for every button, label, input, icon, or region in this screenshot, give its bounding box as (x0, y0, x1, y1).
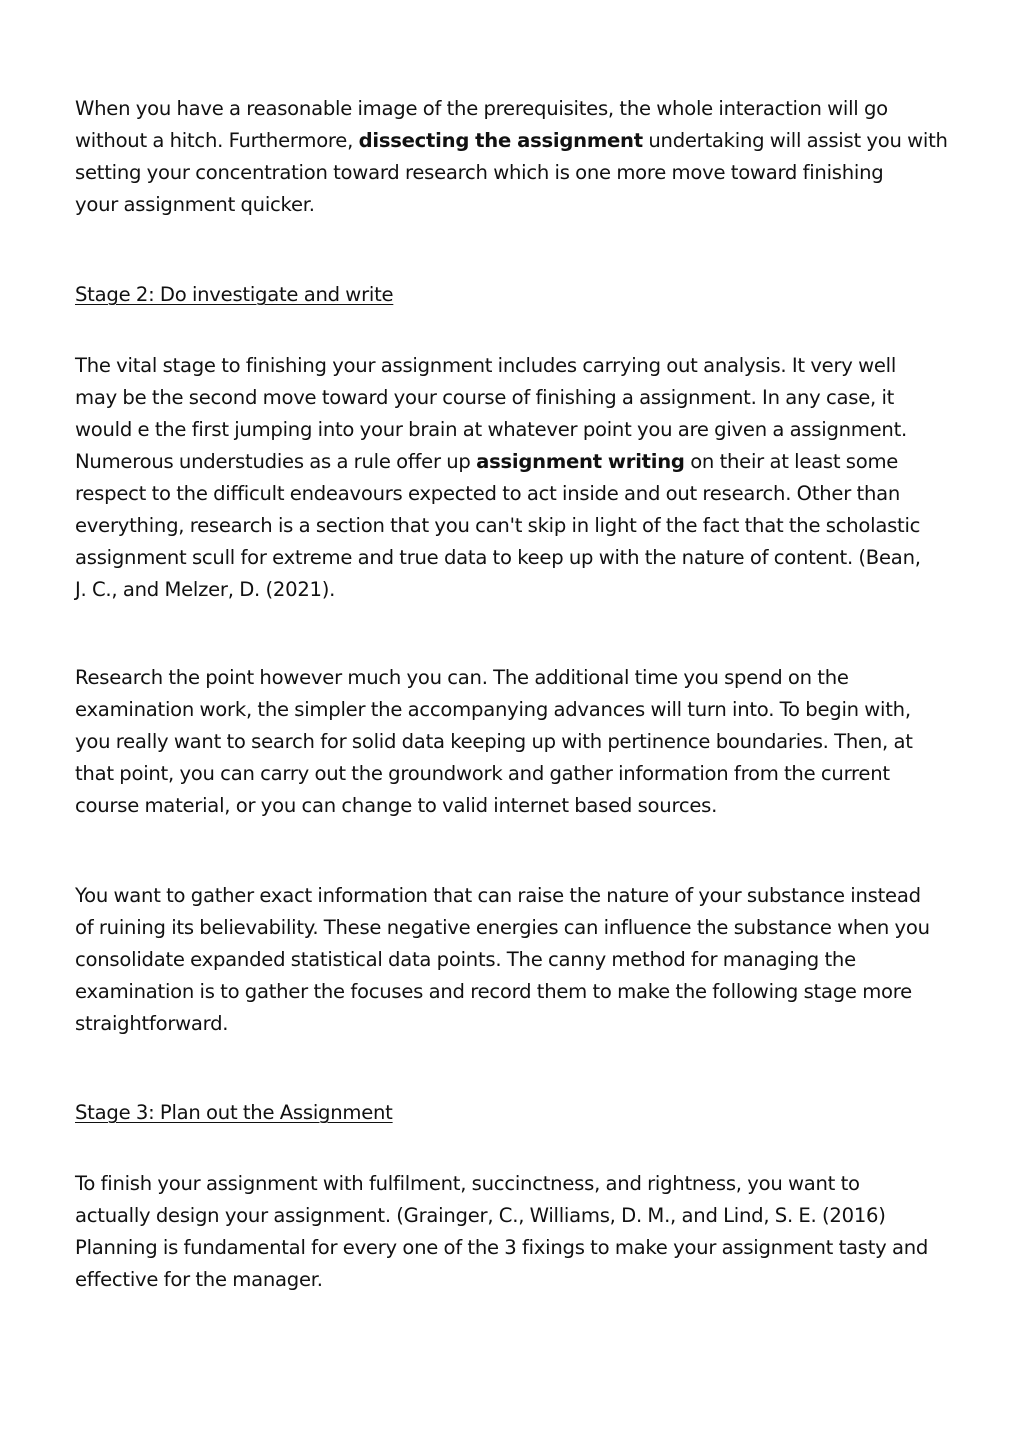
text-line: of ruining its believability. These negative energies can influence the substance when you (75, 916, 930, 939)
text-line: you really want to search for solid data keeping up with pertinence boundaries. Then, at (75, 730, 913, 753)
text-line: that point, you can carry out the groundwork and gather information from the current (75, 762, 890, 785)
text-line: your assignment quicker. (75, 193, 315, 216)
text-line: examination work, the simpler the accompanying advances will turn into. To begin with, (75, 698, 911, 721)
text-line: respect to the difficult endeavours expected to act inside and out research. Other than (75, 482, 901, 505)
text-line: To finish your assignment with fulfilment, succinctness, and rightness, you want to (75, 1172, 860, 1195)
bold-phrase-dissecting: dissecting the assignment (358, 129, 643, 152)
text-line: assignment scull for extreme and true data to keep up with the nature of content. (Bean, (75, 546, 921, 569)
heading-stage-2: Stage 2: Do investigate and write (75, 283, 394, 306)
heading-stage-3: Stage 3: Plan out the Assignment (75, 1101, 393, 1124)
text-line: may be the second move toward your course of finishing a assignment. In any case, it (75, 386, 895, 409)
text-line: consolidate expanded statistical data points. The canny method for managing the (75, 948, 856, 971)
paragraph-research-point (75, 662, 965, 822)
text-line: The vital stage to finishing your assignment includes carrying out analysis. It very well (75, 354, 897, 377)
text-line (75, 446, 965, 478)
paragraph-plan-assignment (75, 1168, 965, 1296)
text-segment: Numerous understudies as a rule offer up (75, 450, 477, 473)
text-segment: undertaking will assist you with (642, 129, 948, 152)
text-segment: without a hitch. Furthermore, (75, 129, 359, 152)
text-line: course material, or you can change to valid internet based sources. (75, 794, 718, 817)
text-line: You want to gather exact information that can raise the nature of your substance instead (75, 884, 921, 907)
paragraph-gather-information (75, 880, 965, 1040)
text-line: examination is to gather the focuses and record them to make the following stage more (75, 980, 912, 1003)
text-line: J. C., and Melzer, D. (2021). (75, 578, 336, 601)
text-line (75, 125, 965, 157)
paragraph-research-stage (75, 350, 965, 606)
text-line: effective for the manager. (75, 1268, 323, 1291)
text-line: straightforward. (75, 1012, 229, 1035)
text-line: When you have a reasonable image of the prerequisites, the whole interaction will go (75, 97, 888, 120)
text-line: everything, research is a section that you can't skip in light of the fact that the scholastic (75, 514, 921, 537)
text-line: setting your concentration toward research which is one more move toward finishing (75, 161, 884, 184)
text-line: Planning is fundamental for every one of the 3 fixings to make your assignment tasty and (75, 1236, 929, 1259)
text-line: would e the first jumping into your brain at whatever point you are given a assignment. (75, 418, 908, 441)
paragraph-intro (75, 93, 965, 221)
text-line: actually design your assignment. (Grainger, C., Williams, D. M., and Lind, S. E. (2016) (75, 1204, 886, 1227)
text-segment: on their at least some (684, 450, 899, 473)
bold-phrase-assignment-writing: assignment writing (476, 450, 685, 473)
text-line: Research the point however much you can. The additional time you spend on the (75, 666, 849, 689)
